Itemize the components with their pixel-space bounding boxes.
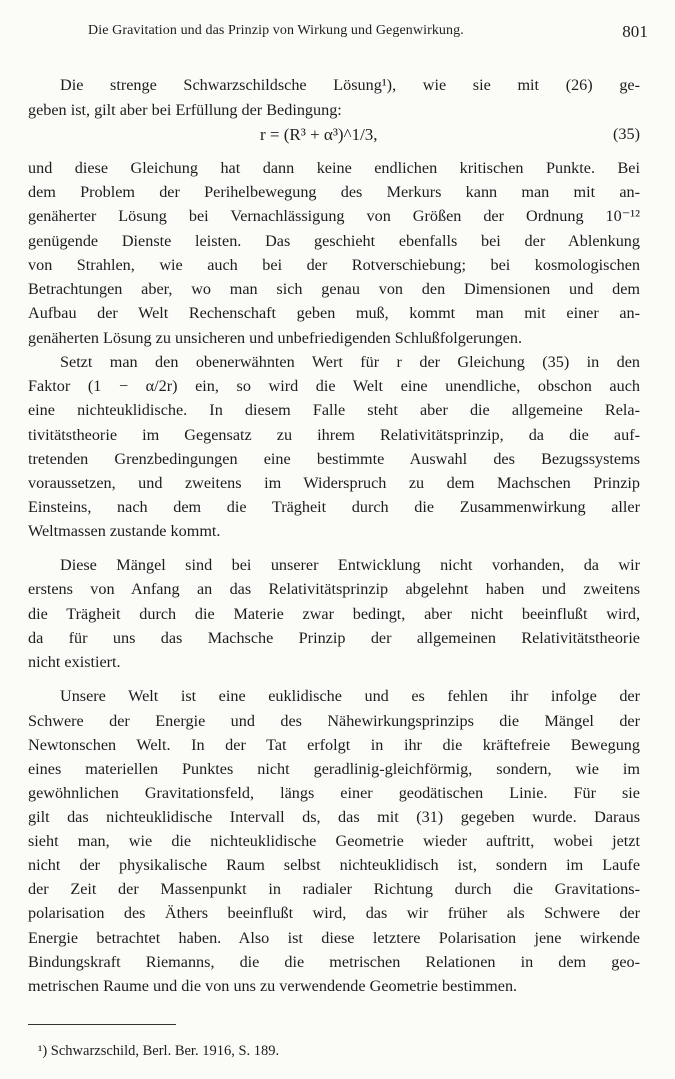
page-number: 801 (622, 22, 648, 41)
text-line: Faktor (1 − α/2r) ein, so wird die Welt eine unendliche, obschon auch (28, 377, 640, 395)
text-line: Schwere der Energie und des Nähewirkungsprinzips die Mängel der (28, 712, 640, 730)
text-line: da für uns das Machsche Prinzip der allgemeinen Relativitätstheorie (28, 629, 640, 647)
text-line: geben ist, gilt aber bei Erfüllung der Bedingung: (28, 101, 342, 119)
text-line: und diese Gleichung hat dann keine endlichen kritischen Punkte. Bei (28, 159, 640, 177)
text-line: nicht existiert. (28, 653, 121, 671)
text-line: tivitätstheorie im Gegensatz zu ihrem Relativitätsprinzip, da die auf- (28, 426, 640, 444)
text-line: tretenden Grenzbedingungen eine bestimmte Auswahl des Bezugssystems (28, 450, 640, 468)
text-line: voraussetzen, und zweitens im Widerspruch zu dem Machschen Prinzip (28, 474, 640, 492)
text-line: sieht man, wie die nichteuklidische Geometrie wieder auftritt, wobei jetzt (28, 832, 640, 850)
text-line: Bindungskraft Riemanns, die die metrischen Relationen in dem geo- (28, 953, 640, 971)
text-line: Unsere Welt ist eine euklidische und es fehlen ihr infolge der (60, 687, 640, 705)
text-line: metrischen Raume und die von uns zu verwendende Geometrie bestimmen. (28, 977, 518, 995)
text-line: die Trägheit durch die Materie zwar bedingt, aber nicht beeinflußt wird, (28, 605, 640, 623)
text-line: nicht der physikalische Raum selbst nichteuklidisch ist, sondern im Laufe (28, 856, 640, 874)
text-line: von Strahlen, wie auch bei der Rotverschiebung; bei kosmologischen (28, 256, 640, 274)
text-line: Energie betrachtet haben. Also ist diese letztere Polarisation jene wirkende (28, 929, 640, 947)
text-line: Weltmassen zustande kommt. (28, 522, 221, 540)
text-line: Aufbau der Welt Rechenschaft geben muß, kommt man mit einer an- (28, 304, 640, 322)
text-line: Setzt man den obenerwähnten Wert für r der Gleichung (35) in den (60, 353, 640, 371)
text-line: Einsteins, nach dem die Trägheit durch die Zusammenwirkung aller (28, 498, 640, 516)
text-line: Diese Mängel sind bei unserer Entwicklung nicht vorhanden, da wir (60, 556, 640, 574)
equation-35: r = (R³ + α³)^1/3, (260, 125, 378, 144)
text-line: gilt das nichteuklidische Intervall ds, das mit (31) gegeben wurde. Daraus (28, 808, 640, 826)
equation-number: (35) (613, 125, 640, 143)
footnote: ¹) Schwarzschild, Berl. Ber. 1916, S. 189. (38, 1043, 280, 1059)
text-line: genäherten Lösung zu unsicheren und unbefriedigenden Schlußfolgerungen. (28, 329, 523, 347)
text-line: erstens von Anfang an das Relativitätsprinzip abgelehnt haben und zweitens (28, 580, 640, 598)
text-line: polarisation des Äthers beeinflußt wird, das wir früher als Schwere der (28, 904, 640, 922)
text-line: der Zeit der Massenpunkt in radialer Richtung durch die Gravitations- (28, 880, 640, 898)
text-line: genäherter Lösung bei Vernachlässigung von Größen der Ordnung 10⁻¹² (28, 207, 640, 225)
text-line: gewöhnlichen Gravitationsfeld, längs einer geodätischen Linie. Für sie (28, 784, 640, 802)
text-line: genügende Dienste leisten. Das geschieht ebenfalls bei der Ablenkung (28, 232, 640, 250)
text-line: Newtonschen Welt. In der Tat erfolgt in ihr die kräftefreie Bewegung (28, 736, 640, 754)
text-line: Betrachtungen aber, wo man sich genau von den Dimensionen und dem (28, 280, 640, 298)
text-line: dem Problem der Perihelbewegung des Merkurs kann man mit an- (28, 183, 640, 201)
text-line: Die strenge Schwarzschildsche Lösung¹), wie sie mit (26) ge- (60, 76, 640, 94)
footnote-rule (28, 1024, 176, 1025)
text-line: eine nichteuklidische. In diesem Falle steht aber die allgemeine Rela- (28, 401, 640, 419)
running-title: Die Gravitation und das Prinzip von Wirkung und Gegenwirkung. (88, 23, 464, 38)
text-line: eines materiellen Punktes nicht geradlinig-gleichförmig, sondern, wie im (28, 760, 640, 778)
